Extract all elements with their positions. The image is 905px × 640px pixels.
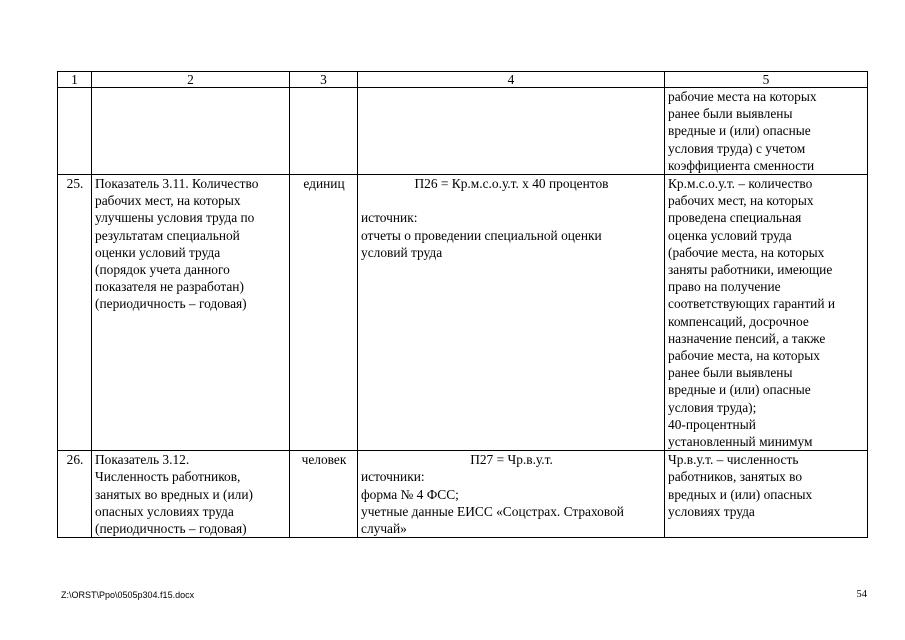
description-line: соответствующих гарантий и (668, 296, 836, 312)
description-line: ранее были выявлены (668, 365, 793, 381)
indicators-table (57, 71, 868, 538)
description-line: вредные и (или) опасные (668, 382, 811, 398)
description-line: 40-процентный (668, 416, 756, 432)
source-line: источник: (361, 210, 418, 226)
description-line: коэффициента сменности (668, 157, 815, 173)
source-line: учетные данные ЕИСС «Соцстрах. Страховой (361, 503, 624, 519)
description-line: оценка условий труда (668, 227, 792, 243)
description-line: работников, занятых во (668, 469, 803, 485)
indicator-cell (92, 451, 290, 538)
description-line: заняты работники, имеющие (668, 262, 833, 278)
indicator-line: улучшены условия труда по (95, 210, 255, 226)
description-line: установленный минимум (668, 434, 813, 450)
description-line: рабочих мест, на которых (668, 193, 814, 209)
indicator-line: Показатель 3.12. (95, 452, 190, 468)
formula-text: П26 = Кр.м.с.о.у.т. x 40 процентов (414, 176, 609, 192)
description-line: (рабочие места, на которых (668, 244, 825, 260)
indicator-line: опасных условиях труда (95, 503, 234, 519)
description-line: назначение пенсий, а также (668, 330, 826, 346)
footer-file-path: Z:\ORST\Ppo\0505p304.f15.docx (61, 590, 195, 600)
blank-line (361, 192, 662, 209)
indicator-line: (периодичность – годовая) (95, 521, 247, 537)
header-cell: 1 (58, 72, 92, 88)
header-cell: 2 (92, 72, 290, 88)
description-line: ранее были выявлены (668, 106, 793, 122)
indicator-cell (92, 88, 290, 175)
row-number-cell (58, 88, 92, 175)
formula-cell (358, 451, 665, 538)
indicator-line: занятых во вредных и (или) (95, 486, 253, 502)
description-cell (665, 175, 868, 451)
unit-cell (290, 451, 358, 538)
description-cell (665, 451, 868, 538)
table-row (58, 451, 868, 538)
indicator-cell (92, 175, 290, 451)
header-cell: 5 (665, 72, 868, 88)
source-line: условий труда (361, 244, 443, 260)
page-number: 54 (856, 589, 867, 600)
table-row (58, 175, 868, 451)
row-number: 26. (66, 452, 84, 468)
indicator-line: результатам специальной (95, 227, 240, 243)
unit-text: единиц (303, 176, 345, 192)
table-row (58, 88, 868, 175)
unit-text: человек (301, 452, 347, 468)
description-line: рабочие места на которых (668, 89, 817, 104)
description-line: право на получение (668, 279, 781, 295)
description-line: Чр.в.у.т. – численность (668, 452, 799, 468)
description-line: условия труда); (668, 399, 757, 415)
formula-cell (358, 88, 665, 175)
description-line: условия труда) с учетом (668, 140, 806, 156)
description-line: вредных и (или) опасных (668, 486, 813, 502)
source-line: случай» (361, 521, 407, 537)
indicator-line: рабочих мест, на которых (95, 193, 241, 209)
header-cell: 4 (358, 72, 665, 88)
description-line: компенсаций, досрочное (668, 313, 809, 329)
source-line: форма № 4 ФСС; (361, 486, 459, 502)
row-number-cell (58, 451, 92, 538)
formula-cell (358, 175, 665, 451)
description-line: вредные и (или) опасные (668, 123, 811, 139)
table-header-row (58, 72, 868, 88)
indicator-line: оценки условий труда (95, 244, 221, 260)
description-line: проведена специальная (668, 210, 802, 226)
unit-cell (290, 175, 358, 451)
row-number-cell (58, 175, 92, 451)
indicator-line: (порядок учета данного (95, 262, 230, 278)
description-line: Кр.м.с.о.у.т. – количество (668, 176, 813, 192)
unit-cell (290, 88, 358, 175)
indicator-line: Численность работников, (95, 469, 241, 485)
row-number: 25. (66, 176, 84, 192)
indicator-line: показателя не разработан) (95, 279, 244, 295)
header-cell: 3 (290, 72, 358, 88)
description-cell (665, 88, 868, 175)
description-line: условиях труда (668, 503, 755, 519)
formula-text: П27 = Чр.в.у.т. (470, 452, 553, 468)
indicator-line: Показатель 3.11. Количество (95, 176, 259, 192)
source-line: источники: (361, 469, 425, 485)
indicator-line: (периодичность – годовая) (95, 296, 247, 312)
description-line: рабочие места, на которых (668, 348, 820, 364)
source-line: отчеты о проведении специальной оценки (361, 227, 602, 243)
